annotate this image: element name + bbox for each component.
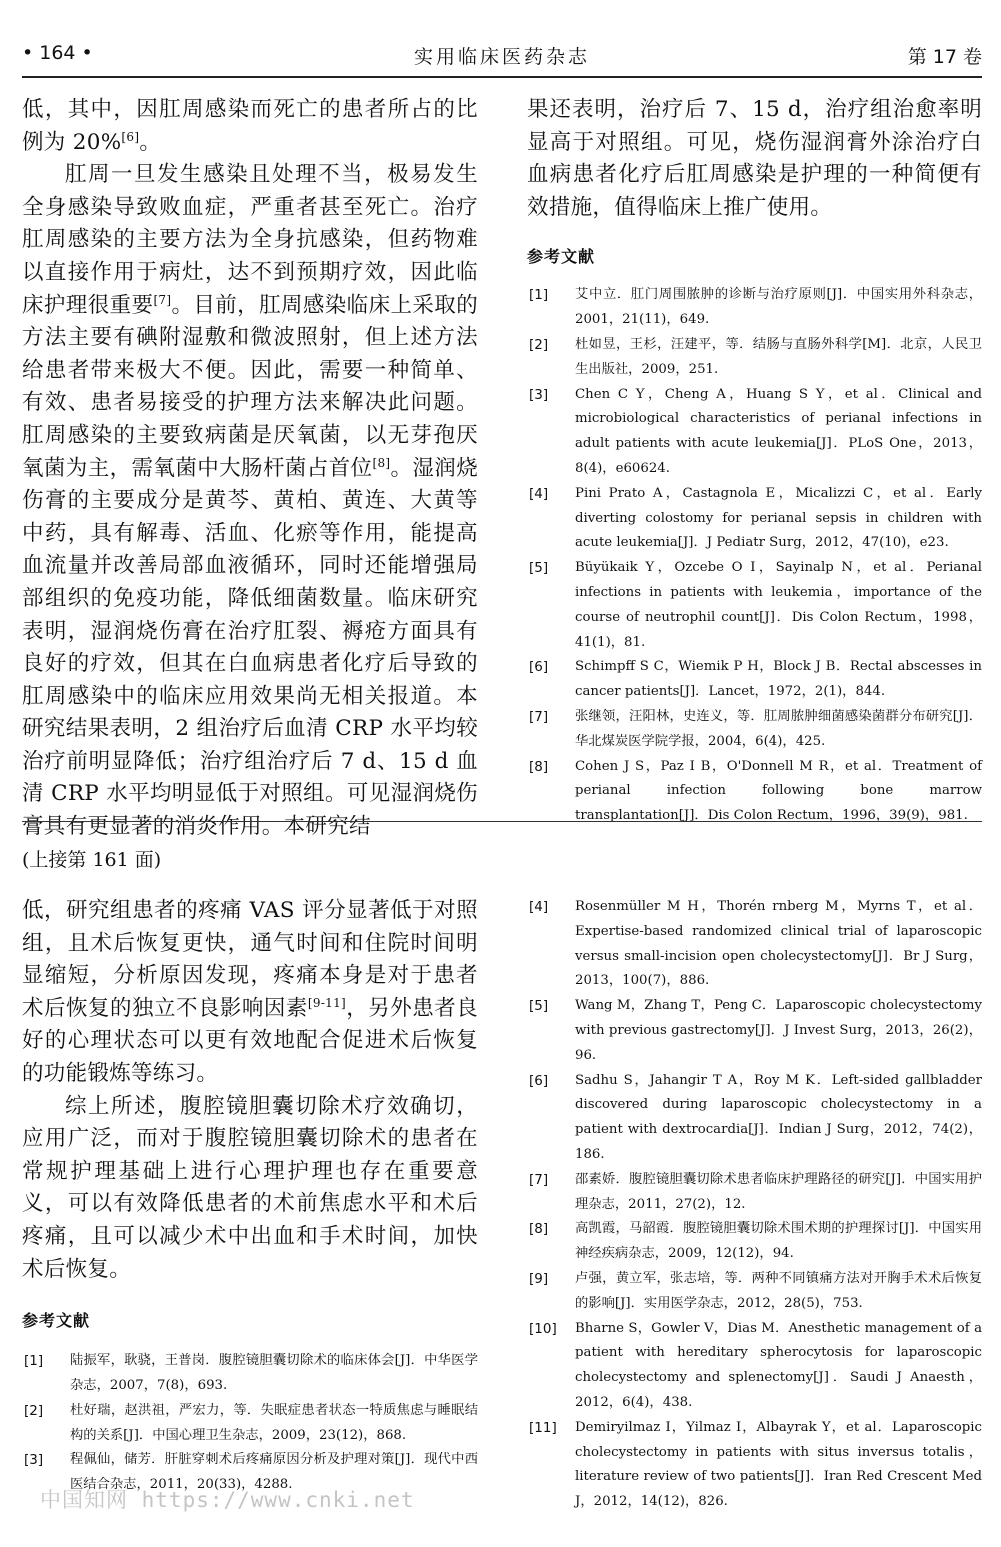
reference-item — [527, 895, 982, 994]
bottom-right-column — [527, 895, 982, 1515]
reference-number: [4] — [529, 485, 549, 502]
reference-text: 杜好瑞，赵洪祖，严宏力，等．失眠症患者状态一特质焦虑与睡眠结构的关系[J]．中国心理卫生杂志，2009，23(12)，868. — [70, 1402, 478, 1443]
continued-label: (上接第 161 面) — [22, 849, 162, 871]
citation-superscript: [7] — [153, 292, 172, 307]
reference-text: 卢强，黄立军，张志培，等．两种不同镇痛方法对开胸手术术后恢复的影响[J]．实用医学杂志，2012，28(5)，753. — [575, 1270, 982, 1311]
reference-item — [527, 1416, 982, 1515]
paragraph-text: 。湿润烧伤膏的主要成分是黄芩、黄柏、黄连、大黄等中药，具有解毒、活血、化瘀等作用，能提高血流量并改善局部血液循环，同时还能增强局部组织的免疫功能，降低细菌数量。临床研究表明，湿润烧伤膏在治疗肛裂、褥疮方面具有良好的疗效，但其在白血病患者化疗后导致的肛周感染中的临床应用效果尚无相关报道。本研究结果表明，2 组治疗后血清 CRP 水平均较治疗前明显降低；治疗组治疗后 7 d、15 d 血清 CRP 水平均明显低于对照组。可见湿润烧伤膏具有更显著的消炎作用。本研究结 — [22, 455, 478, 840]
reference-text: 高凯霞，马韶霞．腹腔镜胆囊切除术围术期的护理探讨[J]．中国实用神经疾病杂志，2009，12(12)，94. — [575, 1221, 982, 1262]
reference-item — [527, 1168, 982, 1218]
reference-text: 程佩仙，储芳．肝脏穿刺术后疼痛原因分析及护理对策[J]．现代中西医结合杂志，2011，20(33)，4288. — [70, 1452, 478, 1493]
reference-text: Wang M，Zhang T，Peng C．Laparoscopic cholecystectomy with previous gastrectomy[J]．J Invest Surg，2013，26(2)，96. — [575, 998, 982, 1063]
body-paragraph — [22, 94, 478, 159]
reference-text: 陆振军，耿骁，王普岗．腹腔镜胆囊切除术的临床体会[J]．中华医学杂志，2007，7(8)，693. — [70, 1353, 478, 1393]
reference-number: [8] — [529, 1221, 549, 1238]
reference-number: [3] — [529, 386, 549, 403]
reference-item — [527, 283, 982, 333]
reference-text: 杜如昱，王杉，汪建平，等．结肠与直肠外科学[M]．北京，人民卫生出版社，2009，251. — [575, 336, 982, 377]
cnki-watermark: 中国知网 https://www.cnki.net — [40, 1488, 415, 1512]
reference-item — [527, 1267, 982, 1317]
page-header — [22, 38, 982, 70]
volume-label: 第 17 卷 — [907, 46, 982, 68]
reference-item — [527, 1069, 982, 1168]
reference-item — [527, 655, 982, 705]
reference-text: Schimpff S C，Wiemik P H，Block J B．Rectal abscesses in cancer patients[J]．Lancet，1972，2(1)，844. — [575, 659, 982, 700]
reference-item — [527, 383, 982, 482]
reference-number: [1] — [529, 287, 549, 304]
reference-number: [8] — [529, 758, 549, 775]
conclusion-paragraph: 果还表明，治疗后 7、15 d，治疗组治愈率明显高于对照组。可见，烧伤湿润膏外涂治疗白血病患者化疗后肛周感染是护理的一种简便有效措施，值得临床上推广使用。 — [527, 97, 982, 220]
reference-number: [7] — [529, 1171, 549, 1188]
reference-text: Demiryilmaz I，Yilmaz I，Albayrak Y，et al．Laparoscopic cholecystectomy in patients with situs inversus totalis，literature review of two patients[J]．Iran Red Crescent Med J，2012，14(12)，826. — [575, 1419, 982, 1510]
reference-item — [527, 705, 982, 755]
references-heading-2: 参考文献 — [22, 1311, 91, 1331]
reference-item — [527, 1317, 982, 1416]
paragraph-text: 。 — [139, 129, 162, 155]
citation-superscript: [6] — [121, 129, 140, 144]
reference-item — [22, 1349, 478, 1399]
reference-number: [2] — [529, 336, 549, 353]
top-right-column — [527, 94, 982, 829]
reference-text: Rosenmüller M H，Thorén rnberg M，Myrns T，et al．Expertise-based randomized clinical trial of laparoscopic versus small-incision open cholecystectomy[J]．Br J Surg，2013，100(7)，886. — [575, 899, 982, 989]
reference-number: [9] — [529, 1270, 549, 1287]
reference-number: [11] — [529, 1419, 557, 1436]
reference-text: 张继领，汪阳林，史连义，等．肛周脓肿细菌感染菌群分布研究[J]．华北煤炭医学院学报，2004，6(4)，425. — [575, 708, 982, 749]
reference-item — [527, 333, 982, 383]
bottom-left-column — [22, 895, 478, 1498]
reference-text: Büyükaik Y，Ozcebe O I，Sayinalp N，et al．Perianal infections in patients with leukemia，importance of the course of neutrophil count[J]．Dis Colon Rectum，1998，41(1)，81. — [575, 560, 982, 650]
body-paragraph — [22, 895, 478, 1091]
references-heading: 参考文献 — [527, 247, 596, 267]
bottom-left-text — [22, 895, 478, 1286]
reference-number: [6] — [529, 1072, 549, 1089]
reference-text: 邵素娇．腹腔镜胆囊切除术患者临床护理路径的研究[J]．中国实用护理杂志，2011，27(2)，12. — [575, 1171, 982, 1212]
reference-number: [3] — [24, 1452, 44, 1469]
reference-item — [527, 482, 982, 556]
references-list — [527, 283, 982, 829]
reference-text: 艾中立．肛门周围脓肿的诊断与治疗原则[J]．中国实用外科杂志，2001，21(11)，649. — [575, 287, 982, 328]
section-divider — [22, 821, 982, 822]
citation-superscript: [8] — [372, 455, 391, 470]
journal-title: 实用临床医药杂志 — [413, 46, 590, 68]
reference-text: Pini Prato A，Castagnola E，Micalizzi C，et al．Early diverting colostomy for perianal sepsis in children with acute leukemia[J]．J Pediatr Surg，2012，47(10)，e23. — [575, 485, 982, 551]
reference-item — [22, 1399, 478, 1449]
reference-number: [7] — [529, 708, 549, 725]
reference-number: [5] — [529, 998, 549, 1015]
reference-number: [1] — [24, 1353, 44, 1370]
body-paragraph — [22, 1091, 478, 1287]
reference-text: Bharne S，Gowler V，Dias M．Anesthetic management of a patient with hereditary spherocytosis for laparoscopic cholecystectomy and splenectomy[J]．Saudi J Anaesth，2012，6(4)，438. — [575, 1320, 982, 1410]
header-rule — [22, 76, 982, 78]
paragraph-text: 低，研究组患者的疼痛 VAS 评分显著低于对照组，且术后恢复更快，通气时间和住院时间明显缩短，分析原因发现，疼痛本身是对于患者术后恢复的独立不良影响因素 — [22, 898, 478, 1021]
paragraph-text: 低，其中，因肛周感染而死亡的患者所占的比例为 20% — [22, 97, 478, 155]
top-left-column — [22, 94, 478, 844]
citation-superscript: [9-11] — [307, 995, 347, 1010]
reference-number: [4] — [529, 899, 549, 915]
reference-text: Cohen J S，Paz I B，O'Donnell M R，et al．Treatment of perianal infection following bone marrow transplantation[J]．Dis Colon Rectum，1996，39(9)，981. — [575, 758, 982, 824]
body-paragraph — [22, 159, 478, 843]
reference-number: [5] — [529, 560, 549, 577]
paragraph-text: 综上所述，腹腔镜胆囊切除术疗效确切，应用广泛，而对于腹腔镜胆囊切除术的患者在常规护理基础上进行心理护理也存在重要意义，可以有效降低患者的术前焦虑水平和术后疼痛，且可以减少术中出血和手术时间，加快术后恢复。 — [22, 1093, 478, 1282]
references-list-3 — [527, 895, 982, 1515]
reference-text: Chen C Y，Cheng A，Huang S Y，et al．Clinical and microbiological characteristics of perianal infections in adult patients with acute leukemia[J]．PLoS One，2013，8(4)，e60624. — [575, 386, 982, 476]
paragraph-text: ，另外患者良好的心理状态可以更有效地配合促进术后恢复的功能锻炼等练习。 — [22, 995, 478, 1086]
reference-text: Sadhu S，Jahangir T A，Roy M K．Left-sided gallbladder discovered during laparoscopic cholecystectomy in a patient with dextrocardia[J]．Indian J Surg，2012，74(2)，186. — [575, 1072, 982, 1162]
reference-item — [527, 755, 982, 829]
page-number: • 164 • — [22, 42, 93, 64]
reference-number: [6] — [529, 659, 549, 676]
reference-item — [527, 994, 982, 1068]
reference-item — [527, 1217, 982, 1267]
reference-number: [2] — [24, 1402, 44, 1419]
reference-item — [527, 556, 982, 655]
reference-number: [10] — [529, 1320, 557, 1337]
references-list-2 — [22, 1349, 478, 1498]
paragraph-text: 。目前，肛周感染临床上采取的方法主要有碘附湿敷和微波照射，但上述方法给患者带来极大不便。因此，需要一种简单、有效、患者易接受的护理方法来解决此问题。肛周感染的主要致病菌是厌氧菌，以无芽孢厌氧菌为主，需氧菌中大肠杆菌占首位 — [22, 292, 478, 481]
paragraph-text: 肛周一旦发生感染且处理不当，极易发生全身感染导致败血症，严重者甚至死亡。治疗肛周感染的主要方法为全身抗感染，但药物难以直接作用于病灶，达不到预期疗效，因此临床护理很重要 — [22, 162, 478, 318]
